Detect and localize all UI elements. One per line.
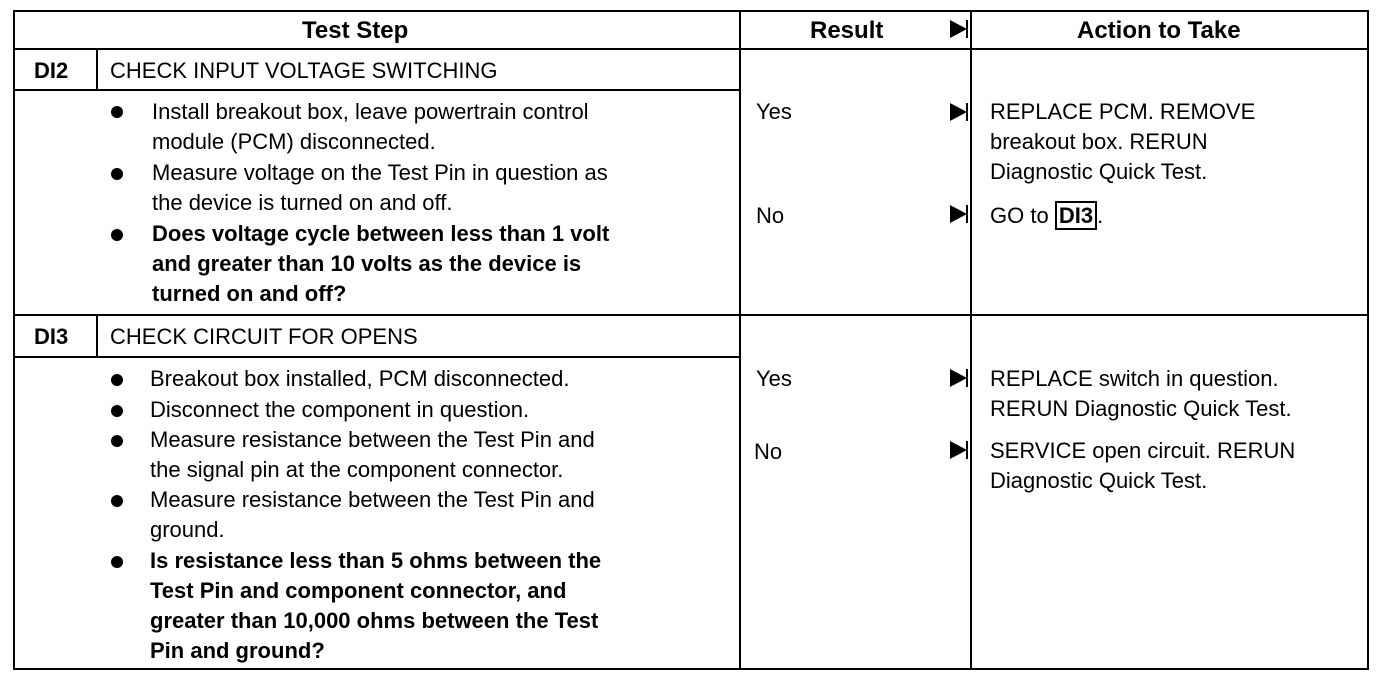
di2-yes-label: Yes (756, 99, 792, 124)
di3-yes-arrow-icon (950, 369, 967, 387)
bullet-icon (111, 435, 123, 447)
di3-no-action-line-2: Diagnostic Quick Test. (990, 468, 1208, 493)
result-action-divider (970, 10, 972, 670)
header-result: Result (810, 17, 884, 44)
di3-bullet-5-line-1: Is resistance less than 5 ohms between the (150, 548, 602, 573)
di2-no-action-prefix: GO to (990, 203, 1049, 228)
bullet-icon (111, 374, 123, 386)
header-arrow-icon (950, 20, 967, 38)
di2-yes-action-line-3: Diagnostic Quick Test. (990, 159, 1208, 184)
bullet-icon (111, 106, 123, 118)
di3-bullet-3-line-2: the signal pin at the component connector. (150, 457, 564, 482)
di3-yes-action-line-2: RERUN Diagnostic Quick Test. (990, 396, 1292, 421)
header-divider (13, 48, 1369, 50)
di3-bullet-3-line-1: Measure resistance between the Test Pin and (150, 427, 595, 452)
header-test-step: Test Step (302, 17, 409, 44)
step-id-di3: DI3 (34, 324, 69, 349)
bullet-icon (111, 405, 123, 417)
di2-no-action-suffix: . (1097, 203, 1104, 228)
di3-no-label: No (754, 439, 783, 464)
di2-no-action (990, 201, 1103, 231)
header-action: Action to Take (1077, 17, 1241, 44)
di3-bullet-2: Disconnect the component in question. (150, 397, 530, 422)
step-title-di2: CHECK INPUT VOLTAGE SWITCHING (110, 58, 498, 83)
di3-yes-action-line-1: REPLACE switch in question. (990, 366, 1279, 391)
di3-yes-label: Yes (756, 366, 792, 391)
di3-no-arrow-icon (950, 441, 967, 459)
di3-title-divider (13, 356, 741, 358)
di3-id-divider (96, 314, 98, 357)
di2-no-arrow-icon (950, 205, 967, 223)
di3-no-action-line-1: SERVICE open circuit. RERUN (990, 438, 1296, 463)
di2-id-divider (96, 48, 98, 90)
bullet-icon (111, 556, 123, 568)
bullet-icon (111, 229, 123, 241)
di3-bullet-5-line-4: Pin and ground? (150, 638, 325, 663)
di3-bullet-5-line-2: Test Pin and component connector, and (150, 578, 567, 603)
bullet-icon (111, 495, 123, 507)
bullet-icon (111, 168, 123, 180)
di2-bullet-2-line-1: Measure voltage on the Test Pin in question as (152, 160, 608, 185)
di2-bullet-3-line-2: and greater than 10 volts as the device is (152, 251, 582, 276)
di2-bullet-1-line-1: Install breakout box, leave powertrain control (152, 99, 589, 124)
di3-bullet-1: Breakout box installed, PCM disconnected. (150, 366, 570, 391)
di2-bullet-2-line-2: the device is turned on and off. (152, 190, 453, 215)
di2-yes-action-line-2: breakout box. RERUN (990, 129, 1208, 154)
step-result-divider (739, 10, 741, 670)
di2-bullet-3-line-1: Does voltage cycle between less than 1 volt (152, 221, 610, 246)
di3-reference-link[interactable]: DI3 (1055, 201, 1097, 230)
di2-bullet-3-line-3: turned on and off? (152, 281, 347, 306)
di2-title-divider (13, 89, 741, 91)
di2-yes-action-line-1: REPLACE PCM. REMOVE (990, 99, 1256, 124)
di3-bullet-4-line-2: ground. (150, 517, 225, 542)
step-id-di2: DI2 (34, 58, 69, 83)
di2-yes-arrow-icon (950, 103, 967, 121)
di2-bullet-1-line-2: module (PCM) disconnected. (152, 129, 436, 154)
di3-bullet-5-line-3: greater than 10,000 ohms between the Test (150, 608, 599, 633)
step-title-di3: CHECK CIRCUIT FOR OPENS (110, 324, 418, 349)
di2-no-label: No (756, 203, 785, 228)
di3-bullet-4-line-1: Measure resistance between the Test Pin and (150, 487, 595, 512)
row-divider (13, 314, 1369, 316)
